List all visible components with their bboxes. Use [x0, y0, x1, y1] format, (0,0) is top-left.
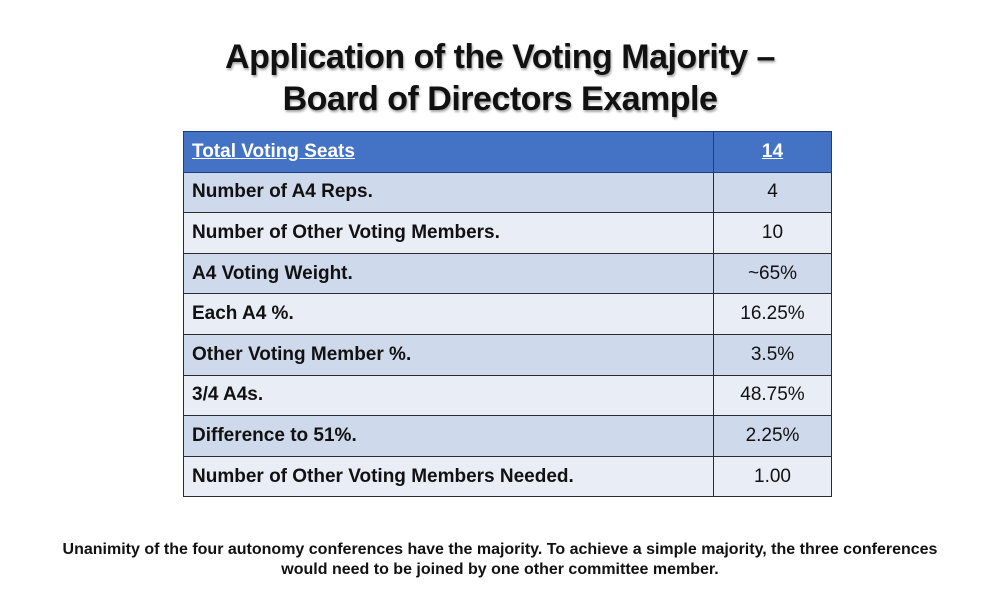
table-row [184, 334, 832, 375]
row-value-cell: 4 [714, 172, 832, 213]
row-label-cell: Difference to 51%. [184, 416, 714, 457]
table-row [184, 294, 832, 335]
row-label-cell: Number of Other Voting Members. [184, 213, 714, 254]
table-row [184, 213, 832, 254]
row-label-cell: Each A4 %. [184, 294, 714, 335]
row-value-cell: 1.00 [714, 456, 832, 497]
footnote-line-2: would need to be joined by one other committee member. [281, 561, 719, 578]
table-row [184, 172, 832, 213]
row-label-cell: 3/4 A4s. [184, 375, 714, 416]
row-value-cell: 48.75% [714, 375, 832, 416]
voting-table [183, 131, 832, 497]
voting-table-container [183, 131, 831, 497]
page-title-line-1: Application of the Voting Majority – [225, 38, 775, 76]
page-title [0, 36, 1000, 120]
table-row [184, 456, 832, 497]
header-label-cell: Total Voting Seats [184, 132, 714, 173]
table-header-row [184, 132, 832, 173]
row-value-cell: 16.25% [714, 294, 832, 335]
footnote [20, 540, 980, 580]
row-value-cell: 3.5% [714, 334, 832, 375]
table-row [184, 375, 832, 416]
row-value-cell: 2.25% [714, 416, 832, 457]
row-value-cell: ~65% [714, 253, 832, 294]
row-value-cell: 10 [714, 213, 832, 254]
row-label-cell: Other Voting Member %. [184, 334, 714, 375]
header-value-cell: 14 [714, 132, 832, 173]
table-row [184, 253, 832, 294]
row-label-cell: Number of Other Voting Members Needed. [184, 456, 714, 497]
footnote-line-1: Unanimity of the four autonomy conferences have the majority. To achieve a simple majority, the three conferences [62, 541, 938, 558]
page-title-line-2: Board of Directors Example [282, 80, 718, 118]
table-row [184, 416, 832, 457]
row-label-cell: A4 Voting Weight. [184, 253, 714, 294]
row-label-cell: Number of A4 Reps. [184, 172, 714, 213]
